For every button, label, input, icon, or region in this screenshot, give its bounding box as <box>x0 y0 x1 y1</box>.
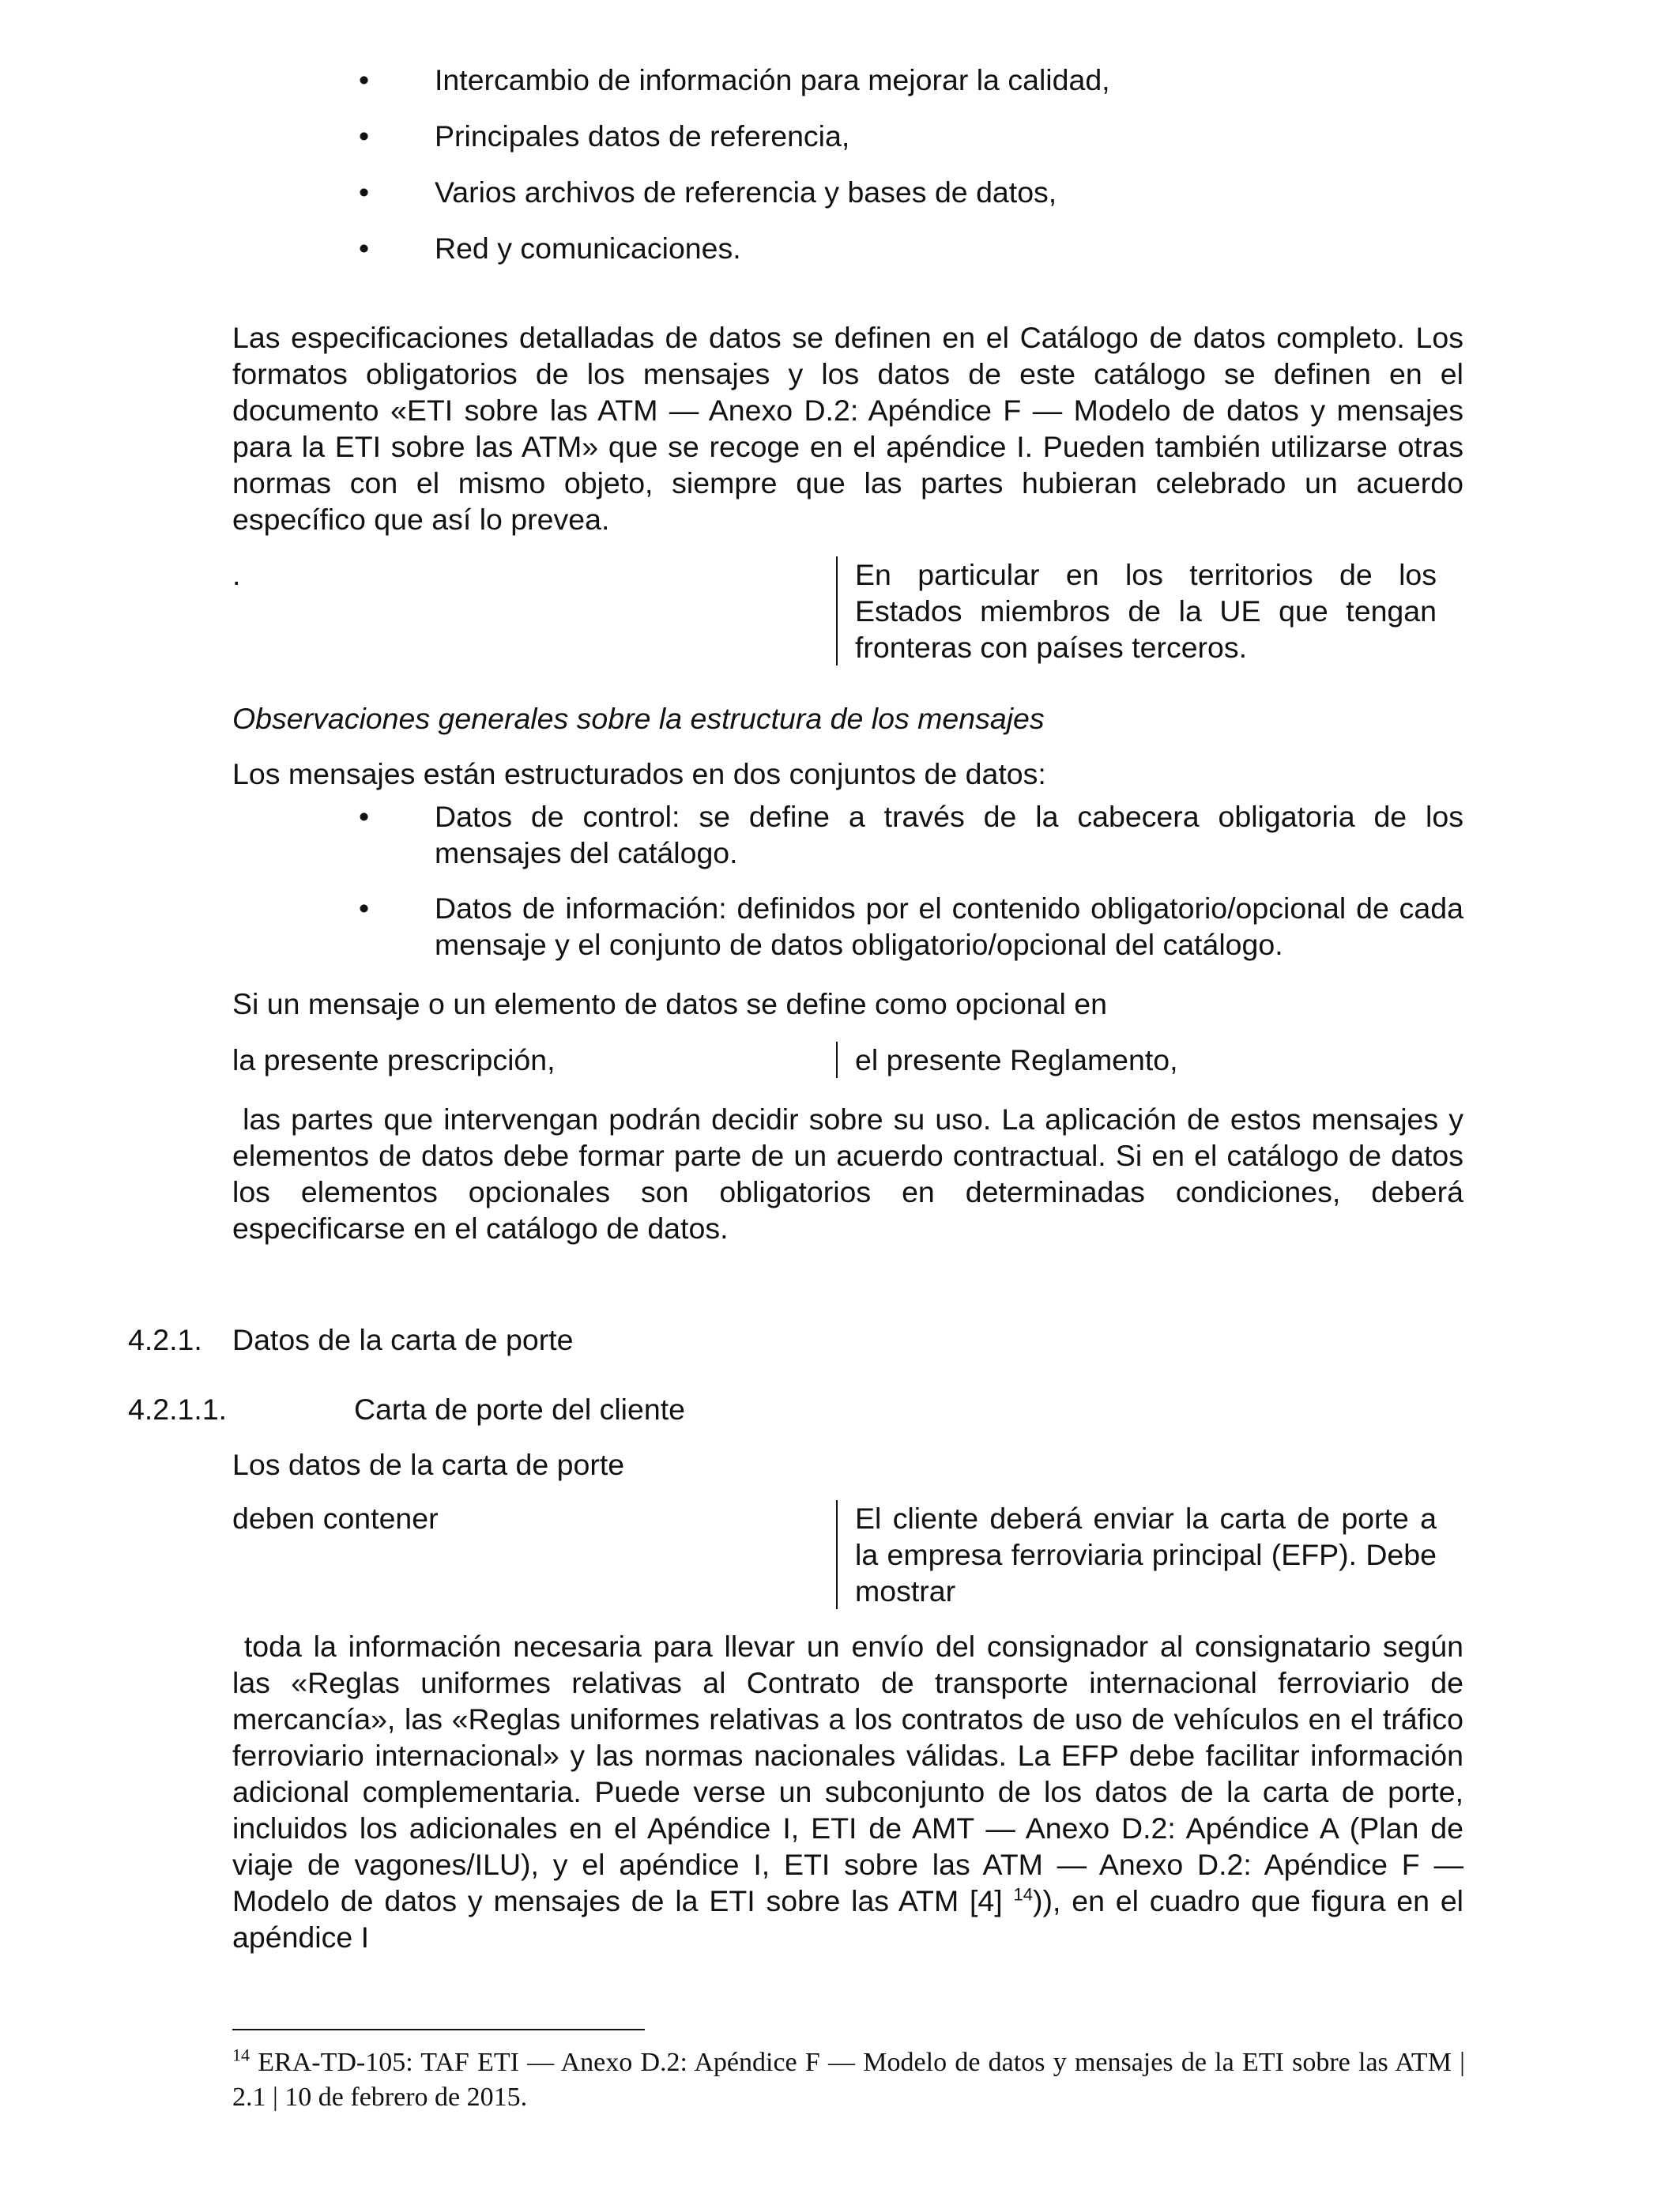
waybill-intro: Los datos de la carta de porte <box>232 1448 625 1481</box>
obs-heading: Observaciones generales sobre la estructura de los mensajes <box>232 702 1045 735</box>
section-4211-title: Carta de porte del cliente <box>354 1393 686 1426</box>
footnote: $^{14}$ ERA-TD-105: TAF ETI — Anexo D.2: Apéndice F — Modelo de datos y mensajes de la ETI sobre las ATM | 2.1 | 10 de febrero de 2015. <box>232 2045 1465 2112</box>
list-item: • Intercambio de información para mejorar la calidad, <box>359 63 1110 96</box>
footnote-separator <box>232 2029 645 2030</box>
split1-left: . <box>232 558 241 591</box>
bullet-icon: • <box>359 892 370 925</box>
obs-intro: Los mensajes están estructurados en dos conjuntos de datos: <box>232 757 1046 790</box>
parties-paragraph: las partes que intervengan podrán decidir sobre su uso. La aplicación de estos mensajes y elementos de datos debe formar parte de un acuerdo contractual. Si en el catálogo de datos los elementos opcionales son obligatorios en determinadas condiciones, deberá especificarse en el catálogo de datos. <box>232 1103 1472 1245</box>
split2-right: el presente Reglamento, <box>836 1042 1437 1078</box>
list-item: • Principales datos de referencia, <box>359 119 850 153</box>
bullet-icon: • <box>359 63 370 96</box>
list-item: • Datos de control: se define a través de la cabecera obligatoria de los mensajes del catálogo. <box>359 800 1463 869</box>
split1-right: En particular en los territorios de los Estados miembros de la UE que tengan fronteras con países terceros. <box>836 556 1437 665</box>
waybill-paragraph: toda la información necesaria para llevar un envío del consignador al consignatario según las «Reglas uniformes relativas al Contrato de transporte internacional ferroviario de mercancía», las «Reglas uniformes relativas a los contratos de uso de vehículos en el tráfico ferroviario internacional» y las normas nacionales válidas. La EFP debe facilitar información adicional complementaria. Puede verse un subconjunto de los datos de la carta de porte, incluidos los adicionales en el Apéndice I, ETI de AMT — Anexo D.2: Apéndice A (Plan de viaje de vagones/ILU), y el apéndice I, ETI sobre las ATM — Anexo D.2: Apéndice F — Modelo de datos y mensajes de la ETI sobre las ATM [4] $^{14}$)), en el cuadro que figura en el apéndice I <box>232 1630 1472 1954</box>
bullet-icon: • <box>359 232 370 265</box>
section-421-number: 4.2.1. <box>128 1323 202 1356</box>
list-item: • Varios archivos de referencia y bases de datos, <box>359 175 1057 209</box>
split3-left: deben contener <box>232 1502 439 1535</box>
bullet-icon: • <box>359 119 370 153</box>
optional-intro: Si un mensaje o un elemento de datos se define como opcional en <box>232 987 1107 1020</box>
specs-paragraph: Las especificaciones detalladas de datos se definen en el Catálogo de datos completo. Los formatos obligatorios de los mensajes y los datos de este catálogo se definen en el documento «ETI sobre las ATM — Anexo D.2: Apéndice F — Modelo de datos y mensajes para la ETI sobre las ATM» que se recoge en el apéndice I. Pueden también utilizarse otras normas con el mismo objeto, siempre que las partes hubieran celebrado un acuerdo específico que así lo prevea. <box>232 321 1463 536</box>
split2-left: la presente prescripción, <box>232 1043 556 1076</box>
section-421-title: Datos de la carta de porte <box>232 1323 574 1356</box>
footnote-reference[interactable]: 14 <box>1013 1884 1034 1905</box>
list-item: • Datos de información: definidos por el contenido obligatorio/opcional de cada mensaje y el conjunto de datos obligatorio/opcional del catálogo. <box>359 892 1463 961</box>
footnote-number: 14 <box>232 2045 250 2065</box>
list-item: • Red y comunicaciones. <box>359 232 741 265</box>
split3-right: El cliente deberá enviar la carta de porte a la empresa ferroviaria principal (EFP). Debe mostrar <box>836 1500 1437 1609</box>
bullet-icon: • <box>359 800 370 833</box>
bullet-icon: • <box>359 175 370 209</box>
top-bullet-list <box>348 62 1463 285</box>
obs-bullet-list <box>348 798 1463 982</box>
section-4211-number: 4.2.1.1. <box>128 1393 228 1426</box>
